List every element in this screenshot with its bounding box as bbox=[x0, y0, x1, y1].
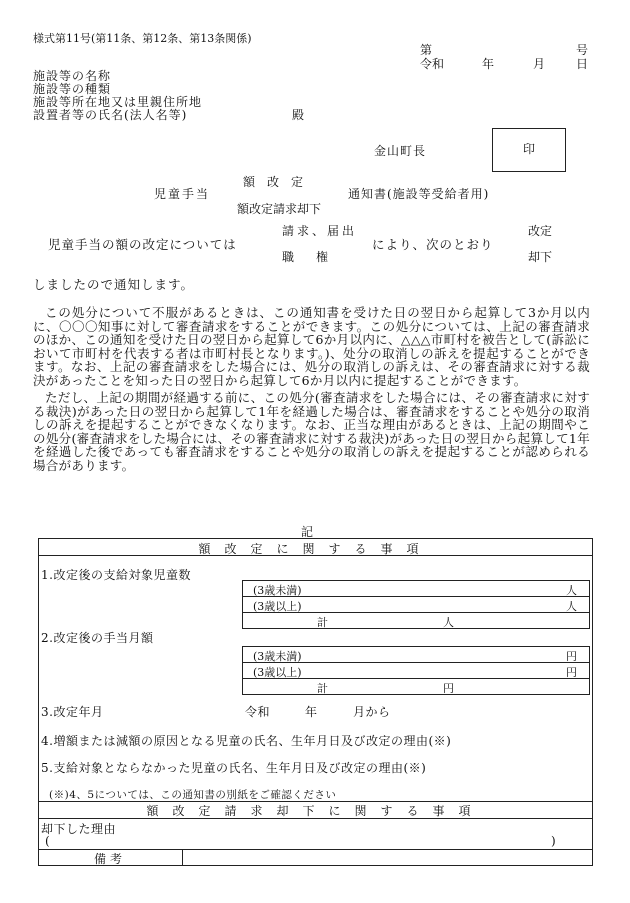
seal-label: 印 bbox=[522, 142, 535, 157]
body-middle: により、次のとおり bbox=[372, 237, 494, 252]
person-unit: 人 bbox=[566, 600, 577, 613]
month-unit: 月 bbox=[533, 57, 546, 71]
revision-month-from: 月から bbox=[353, 705, 391, 719]
divider bbox=[182, 849, 183, 866]
body-prefix: 児童手当の額の改定については bbox=[48, 237, 237, 252]
basis-ex-officio: 職権 bbox=[282, 250, 351, 264]
rejection-section-title: 額改定請求却下に関する事項 bbox=[146, 804, 485, 818]
yen-unit: 円 bbox=[566, 666, 577, 679]
facility-fields bbox=[33, 70, 202, 122]
details-table bbox=[38, 538, 593, 866]
amount-total-row bbox=[243, 679, 589, 694]
form-number: 様式第11号(第11条、第12条、第13条関係) bbox=[33, 32, 252, 45]
remarks-label: 備考 bbox=[94, 852, 127, 866]
person-unit: 人 bbox=[443, 616, 454, 629]
title-right: 通知書(施設等受給者用) bbox=[348, 187, 490, 201]
total-label: 計 bbox=[317, 616, 328, 629]
reason-open-paren: ( bbox=[45, 834, 51, 848]
facility-type-label: 施設等の種類 bbox=[33, 82, 112, 96]
go-label: 号 bbox=[575, 43, 588, 57]
yen-unit: 円 bbox=[443, 682, 454, 695]
child-count-total-row bbox=[243, 613, 589, 628]
child-count-box bbox=[242, 580, 590, 629]
reason-close-paren: ) bbox=[551, 834, 557, 848]
item-1-label: 1.改定後の支給対象児童数 bbox=[41, 568, 191, 582]
person-unit: 人 bbox=[566, 584, 577, 597]
appeal-paragraph-1: この処分について不服があるときは、この通知書を受けた日の翌日から起算して3か月以内に、〇〇〇知事に対して審査請求をすることができます。この処分については、上記の審査請求のほか、この通知を受けた日の翌日から起算して6か月以内に、△△△市町村を被告として(訴訟において市町村を代表する者は市町村長となります。)、处分の取消しの訴えを提起することができます。なお、上記の審査請求をした場合には、処分の取消しの訴えは、その審査請求に対する裁決があったことを知った日の翌日から起算して6か月以内に提起することができます。 bbox=[33, 305, 590, 388]
notify-sentence: しましたので通知します。 bbox=[33, 277, 195, 292]
result-revised: 改定 bbox=[528, 224, 553, 238]
note-text: (※)4、5については、この通知書の別紙をご確認ください bbox=[49, 789, 337, 801]
yen-unit: 円 bbox=[566, 650, 577, 663]
addressee-suffix: 殿 bbox=[292, 108, 305, 122]
item-2-label: 2.改定後の手当月額 bbox=[41, 631, 154, 645]
basis-request: 請求、届出 bbox=[282, 224, 358, 238]
issuer-name: 金山町長 bbox=[374, 144, 427, 158]
title-option-rejection: 額改定請求却下 bbox=[237, 202, 322, 216]
item-5-label: 5.支給対象とならなかった児童の氏名、生年月日及び改定の理由(※) bbox=[41, 761, 427, 775]
divider bbox=[39, 818, 592, 819]
result-rejected: 却下 bbox=[528, 250, 553, 264]
year-unit: 年 bbox=[482, 57, 495, 71]
revision-era: 令和 bbox=[245, 705, 271, 719]
revision-section-title: 額改定に関する事項 bbox=[198, 542, 433, 556]
over3-label: (3歳以上) bbox=[253, 600, 302, 613]
under3-label: (3歳未満) bbox=[253, 650, 302, 663]
document-number-date bbox=[420, 44, 588, 72]
child-count-under3-row bbox=[243, 581, 589, 597]
no-label: 第 bbox=[420, 43, 433, 57]
day-unit: 日 bbox=[575, 57, 588, 71]
rejection-reason-label: 却下した理由 bbox=[41, 822, 117, 836]
divider bbox=[39, 555, 592, 556]
title-option-revision: 額改定 bbox=[243, 175, 316, 189]
era-label: 令和 bbox=[420, 57, 445, 71]
appeal-paragraph-2: ただし、上記の期間が経過する前に、この処分(審査請求をした場合には、その審査請求に対する裁決)があった日の翌日から起算して1年を経過した場合は、審査請求をすることや処分の取消しの訴えを提起することができなくなります。なお、正当な理由があるときは、上記の期間やこの処分(審査請求をした場合には、その審査請求に対する裁決)があった日の翌日から起算して1年を経過した後であっても審査請求をすることや処分の取消しの訴えを提起することが認められる場合があります。 bbox=[33, 390, 590, 473]
under3-label: (3歳未満) bbox=[253, 584, 302, 597]
item-3-label: 3.改定年月 bbox=[41, 705, 104, 719]
child-count-over3-row bbox=[243, 597, 589, 613]
amount-over3-row bbox=[243, 663, 589, 679]
title-left: 児童手当 bbox=[154, 187, 211, 201]
facility-name-label: 施設等の名称 bbox=[33, 69, 112, 83]
item-4-label: 4.増額または減額の原因となる児童の氏名、生年月日及び改定の理由(※) bbox=[41, 734, 452, 748]
seal-box bbox=[492, 128, 566, 172]
amount-under3-row bbox=[243, 647, 589, 663]
monthly-amount-box bbox=[242, 646, 590, 695]
over3-label: (3歳以上) bbox=[253, 666, 302, 679]
facility-address-label: 施設等所在地又は里親住所地 bbox=[33, 95, 203, 109]
ki-label: 記 bbox=[301, 525, 314, 539]
total-label: 計 bbox=[317, 682, 328, 695]
establisher-name-label: 設置者等の氏名(法人名等) bbox=[33, 108, 188, 122]
revision-year-unit: 年 bbox=[305, 705, 318, 719]
